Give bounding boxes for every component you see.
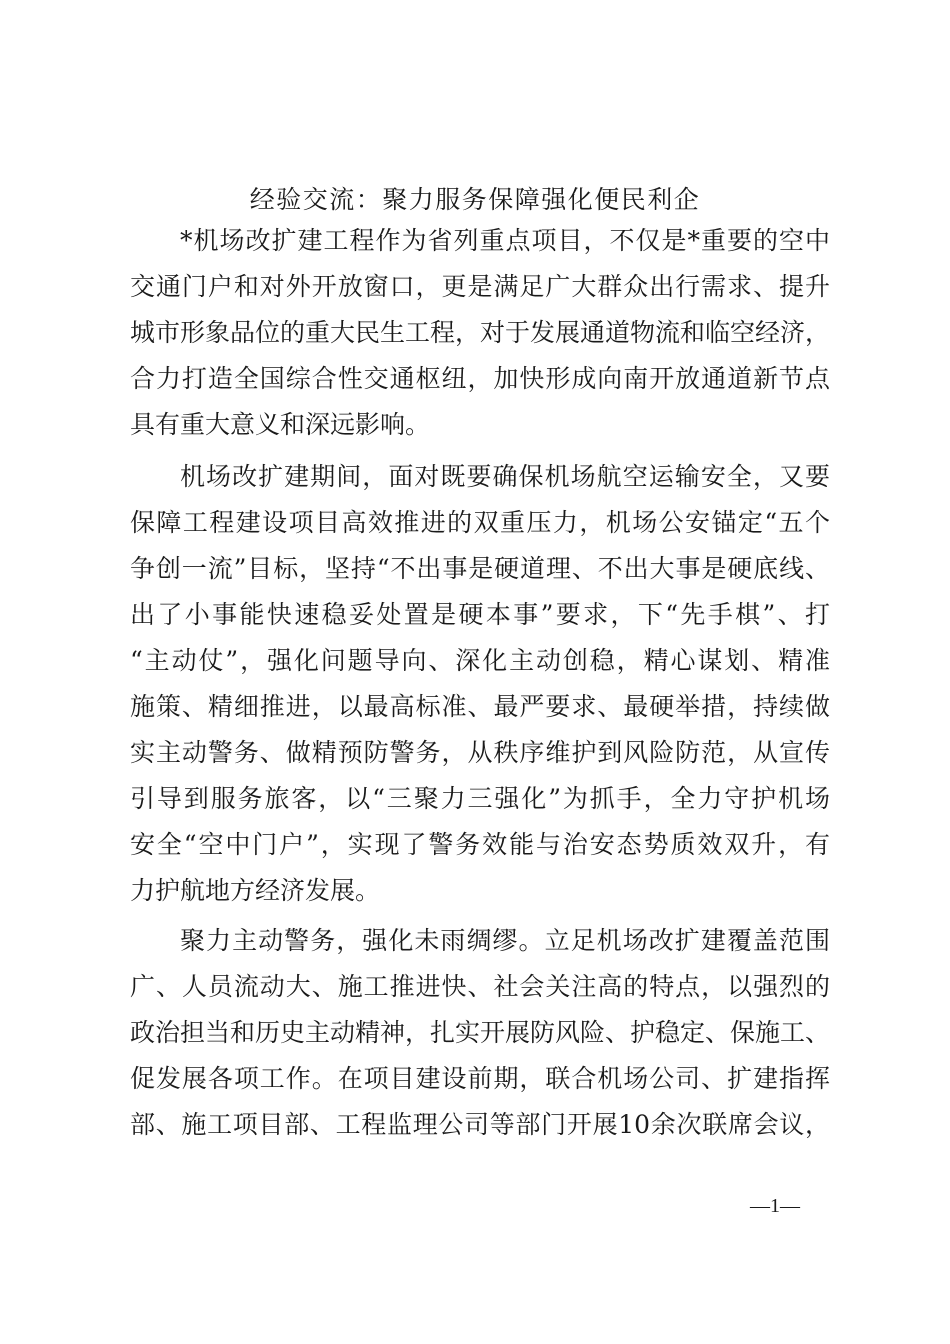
paragraph-line: 具有重大意义和深远影响。 bbox=[130, 410, 431, 439]
paragraph-line: 部、施工项目部、工程监理公司等部门开展10余次联席会议， bbox=[130, 1110, 830, 1139]
paragraph-line: 城市形象品位的重大民生工程，对于发展通道物流和临空经济， bbox=[130, 318, 831, 347]
paragraph-3 bbox=[130, 918, 830, 1148]
paragraph-line: 引导到服务旅客，以“三聚力三强化”为抓手，全力守护机场 bbox=[130, 784, 830, 813]
page-number: —1— bbox=[750, 1195, 800, 1217]
paragraph-line: 出了小事能快速稳妥处置是硬本事”要求，下“先手棋”、打 bbox=[130, 600, 830, 629]
paragraph-line: 力护航地方经济发展。 bbox=[130, 876, 381, 905]
paragraph-line: 保障工程建设项目高效推进的双重压力，机场公安锚定“五个 bbox=[130, 508, 830, 537]
paragraph-line: 实主动警务、做精预防警务，从秩序维护到风险防范，从宣传 bbox=[130, 738, 830, 767]
paragraph-line: 施策、精细推进，以最高标准、最严要求、最硬举措，持续做 bbox=[130, 692, 830, 721]
paragraph-line: 合力打造全国综合性交通枢纽，加快形成向南开放通道新节点 bbox=[130, 364, 830, 393]
paragraph-line: 聚力主动警务，强化未雨绸缪。立足机场改扩建覆盖范围 bbox=[180, 926, 830, 955]
paragraph-line: *机场改扩建工程作为省列重点项目，不仅是*重要的空中 bbox=[180, 226, 830, 255]
paragraph-2 bbox=[130, 454, 830, 914]
paragraph-line: 安全“空中门户”，实现了警务效能与治安态势质效双升，有 bbox=[130, 830, 830, 859]
paragraph-line: 交通门户和对外开放窗口，更是满足广大群众出行需求、提升 bbox=[130, 272, 830, 301]
paragraph-line: 广、人员流动大、施工推进快、社会关注高的特点，以强烈的 bbox=[130, 972, 830, 1001]
paragraph-line: 政治担当和历史主动精神，扎实开展防风险、护稳定、保施工、 bbox=[130, 1018, 831, 1047]
page-title: 经验交流：聚力服务保障强化便民利企 bbox=[249, 185, 701, 214]
paragraph-line: 争创一流”目标，坚持“不出事是硬道理、不出大事是硬底线、 bbox=[130, 554, 830, 583]
paragraph-line: 促发展各项工作。在项目建设前期，联合机场公司、扩建指挥 bbox=[130, 1064, 830, 1093]
paragraph-line: 机场改扩建期间，面对既要确保机场航空运输安全，又要 bbox=[180, 462, 830, 491]
paragraph-1 bbox=[130, 218, 830, 448]
paragraph-line: “主动仗”，强化问题导向、深化主动创稳，精心谋划、精准 bbox=[130, 646, 830, 675]
